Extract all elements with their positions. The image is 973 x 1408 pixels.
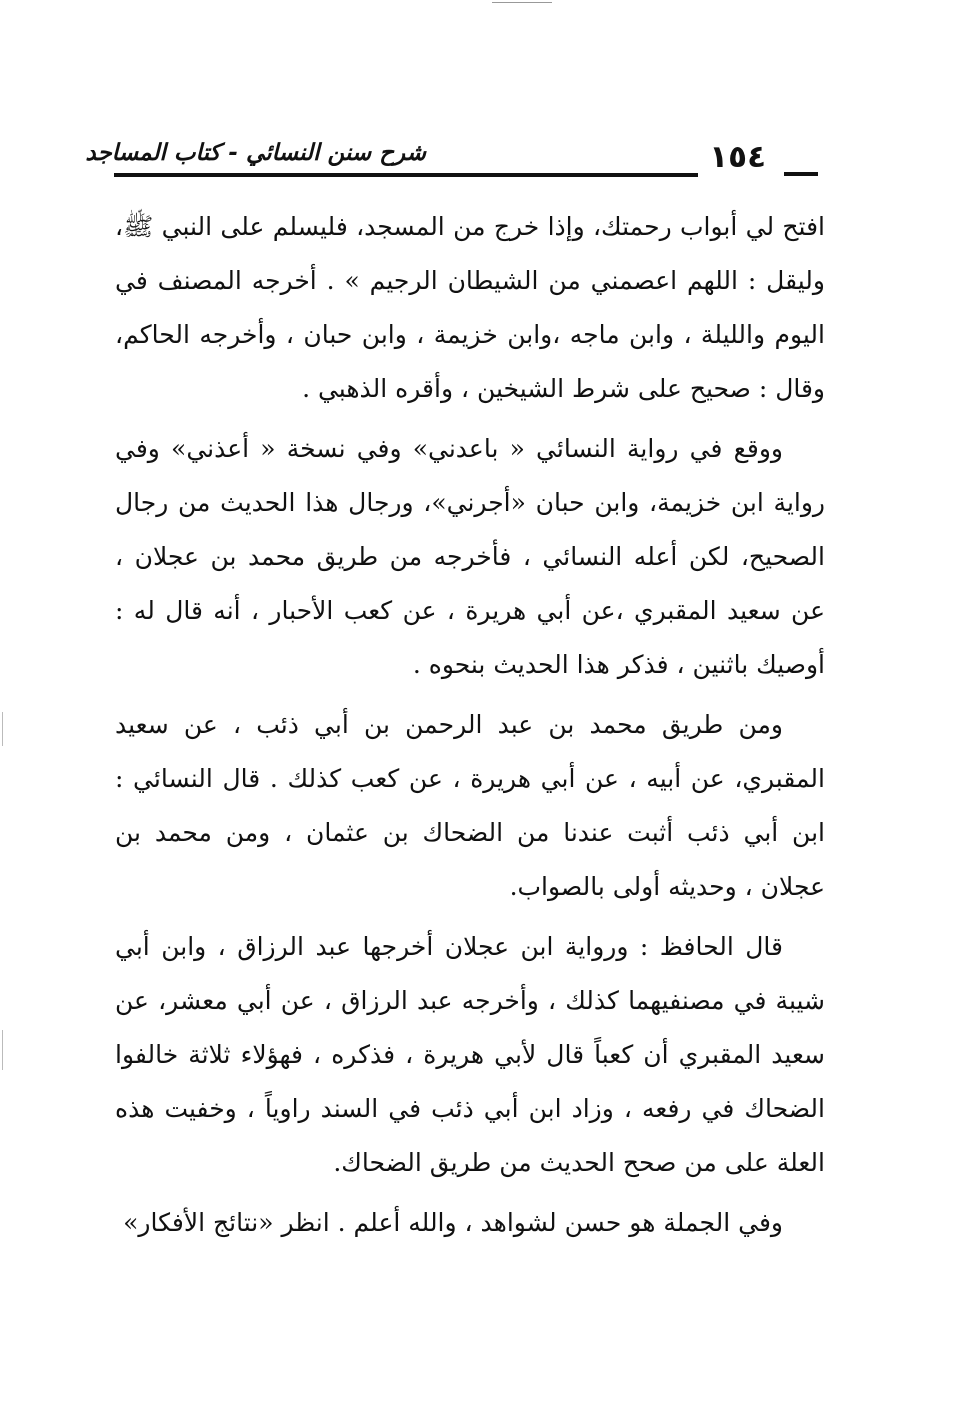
header-rule bbox=[114, 173, 698, 177]
margin-scan-mark bbox=[2, 712, 3, 746]
paragraph-5: وفي الجملة هو حسن لشواهد ، والله أعلم . انظر «نتائج الأفكار» bbox=[123, 1208, 783, 1237]
header-dash-rule bbox=[784, 172, 818, 176]
page-body bbox=[115, 200, 825, 1250]
top-edge-rule bbox=[492, 2, 552, 3]
page-number: ١٥٤ bbox=[709, 139, 766, 175]
running-title: شرح سنن النسائي - كتاب المساجد bbox=[85, 140, 426, 166]
paragraph-3: ومن طريق محمد بن عبد الرحمن بن أبي ذئب ، عن سعيد المقبري، عن أبيه ، عن أبي هريرة ، عن كعب كذلك . قال النسائي : ابن أبي ذئب أثبت عندنا من الضحاك بن عثمان ، ومن محمد بن عجلان ، وحديثه أولى بالصواب. bbox=[115, 710, 825, 901]
paragraph-2: ووقع في رواية النسائي « باعدني» وفي نسخة « أعذني» وفي رواية ابن خزيمة، وابن حبان «أجرني»، ورجال هذا الحديث من رجال الصحيح، لكن أعله النسائي ، فأخرجه من طريق محمد بن عجلان ، عن سعيد المقبري ،عن أبي هريرة ، عن كعب الأحبار ، أنه قال له : أوصيك باثنين ، فذكر هذا الحديث بنحوه . bbox=[115, 434, 825, 679]
paragraph-1: افتح لي أبواب رحمتك، وإذا خرج من المسجد، فليسلم على النبي ﷺ، وليقل : اللهم اعصمني من الشيطان الرجيم » . أخرجه المصنف في اليوم والليلة ، وابن ماجه ،وابن خزيمة ، وابن حبان ، وأخرجه الحاكم، وقال : صحيح على شرط الشيخين ، وأقره الذهبي . bbox=[115, 212, 825, 403]
margin-scan-mark bbox=[2, 1030, 3, 1070]
paragraph-4: قال الحافظ : ورواية ابن عجلان أخرجها عبد الرزاق ، وابن أبي شيبة في مصنفيهما كذلك ، وأخرجه عبد الرزاق ، عن أبي معشر، عن سعيد المقبري أن كعباً قال لأبي هريرة ، فذكره ، فهؤلاء ثلاثة خالفوا الضحاك في رفعه ، وزاد ابن أبي ذئب في السند راوياً ، وخفيت هذه العلة على من صحح الحديث من طريق الضحاك. bbox=[115, 932, 825, 1177]
page-header bbox=[85, 134, 818, 182]
